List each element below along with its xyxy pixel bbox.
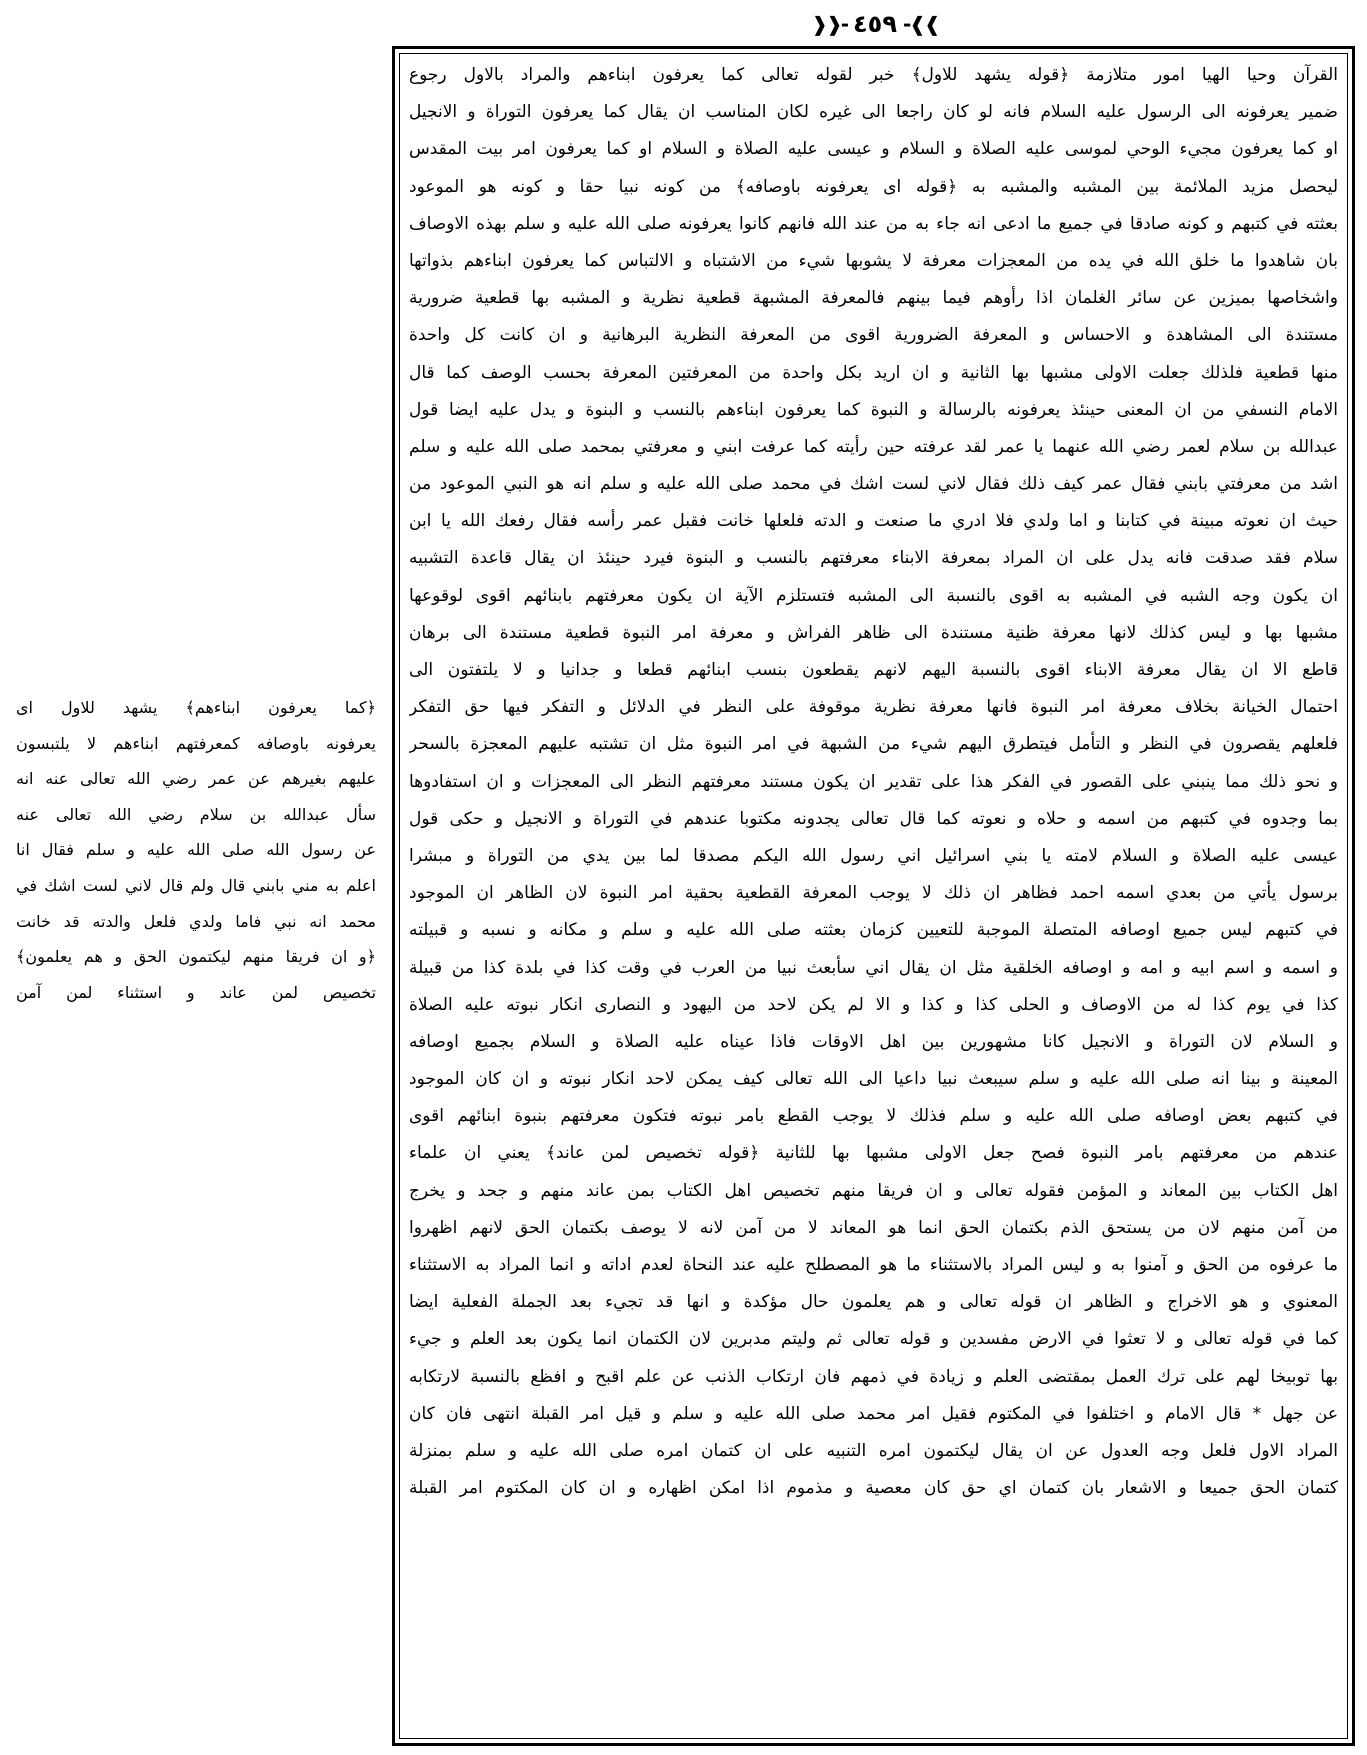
- margin-gloss: [16, 690, 376, 1010]
- main-commentary-text: [409, 57, 1338, 1507]
- text-line: مستندة الى المشاهدة و الاحساس و المعرفة الضرورية اقوى من المعرفة النظرية البرهانية و ان كانت كل واحدة: [409, 325, 1338, 346]
- text-line: ما عرفوه من الحق و آمنوا به و ليس المراد بالاستثناء ما هو المصطلح عليه عند النحاة لعدم اداته و انما المراد به الاستثناء: [409, 1255, 1338, 1275]
- text-line: او كما يعرفون مجيء الوحي لموسى عليه الصلاة و السلام و عيسى عليه الصلاة و السلام او كما يعرفون امر بيت المقدس: [409, 139, 1338, 160]
- text-line: حيث ان نعوته مبينة في كتابنا و اما ولدي فلا ادري ما صنعت و الدته فلعلها خانت فقبل عمر رأسه فقال رفعك الله يا ابن: [409, 511, 1338, 532]
- text-line: واشخاصها بميزين عن سائر الغلمان اذا رأوهم فيما بينهم فالمعرفة المشبهة قطعية نظرية و المشبه بها قطعية ضرورية: [409, 288, 1338, 309]
- text-line: الامام النسفي من ان المعنى حينئذ يعرفونه بالرسالة و النبوة كما يعرفون ابناءهم بالنسب و البنوة و يدل عليه ايضا قول: [409, 399, 1338, 420]
- gloss-line: سأل عبدالله بن سلام رضي الله تعالى عنه: [16, 804, 376, 824]
- text-line: و نحو ذلك مما ينبني على القصور في الفكر هذا على تقدير ان يكون مستند معرفتهم النظر الى المعجزات و ان استفادوها: [409, 771, 1338, 792]
- text-line: المعينة و بينا انه صلى الله عليه و سلم سيبعث نبيا داعيا الى الله تعالى كيف يمكن لاحد انكار نبوته و ان كان الموجود: [409, 1069, 1338, 1090]
- text-line: فلعلهم يقصرون في النظر و التأمل فيتطرق اليهم شيء من الشبهة في امر النبوة مثل ان تشتبه عليهم المعجزة بالسحر: [409, 734, 1338, 755]
- gloss-line: ﴿كما يعرفون ابناءهم﴾ يشهد للاول اى: [16, 698, 376, 717]
- text-line: سلام فقد صدقت فانه يدل على ان المراد بمعرفة الابناء معرفتهم بالنسب و البنوة فيرد حينئذ ان يقال قاعدة التشبيه: [409, 548, 1338, 569]
- text-line: عن جهل * قال الامام و اختلفوا في المكتوم فقيل امر محمد صلى الله عليه و سلم و قيل امر القبلة انتهى فان كان: [409, 1403, 1338, 1424]
- text-line: عبدالله بن سلام لعمر رضي الله عنهما يا عمر لقد عرفته حين رأيته كما عرفت ابني و معرفتي بمحمد صلى الله عليه و سلم: [409, 436, 1338, 457]
- text-line: كذا في يوم كذا له من الاوصاف و الحلى كذا و كذا و الا لم يكن لاحد من اليهود و النصارى انكار نبوته عليه الصلاة: [409, 994, 1338, 1015]
- header-ornament-left: -❰❰: [811, 12, 848, 36]
- text-line: عندهم من معرفتهم بامر النبوة فصح جعل الاولى مشبها بها للثانية ﴿قوله تخصيص لمن عاند﴾ يعني ان علماء: [409, 1143, 1338, 1164]
- gloss-line: تخصيص لمن عاند و استثناء لمن آمن: [16, 982, 376, 1002]
- text-line: احتمال الخيانة بخلاف معرفة امر النبوة فانها معرفة نظرية موقوفة على النظر في الدلائل و التفكر فيها حق التفكر: [409, 697, 1338, 718]
- text-line: برسول يأتي من بعدي اسمه احمد فظاهر ان ذلك لا يوجب المعرفة القطعية بحقية امر النبوة لان الظاهر ان الموجود: [409, 883, 1338, 904]
- text-line: مشبها بها و ليس كذلك لانها معرفة ظنية مستندة الى ظاهر الفراش و معرفة امر النبوة قطعية مستندة الى برهان: [409, 622, 1338, 643]
- text-line: بعثته في كتبهم و كونه صادقا في جميع ما ادعى انه جاء به من عند الله فانهم كانوا يعرفونه صلى الله عليه و سلم بهذه الاوصاف: [409, 213, 1338, 234]
- gloss-line: ﴿و ان فريقا منهم ليكتمون الحق و هم يعلمون﴾: [16, 947, 376, 967]
- text-line: اهل الكتاب بين المعاند و المؤمن فقوله تعالى و ان فريقا منهم تخصيص اهل الكتاب بمن عاند منهم و جحد و يخرج: [409, 1180, 1338, 1201]
- main-text-frame: [392, 46, 1355, 1746]
- text-line: المعنوي و هو الاخراج و الظاهر ان قوله تعالى و هم يعلمون حال مؤكدة و انها قد تجيء بعد الجملة الفعلية ايضا: [409, 1292, 1338, 1313]
- text-line: ليحصل مزيد الملائمة بين المشبه والمشبه به ﴿قوله اى يعرفونه باوصافه﴾ من كونه نبيا حقا و كونه هو الموعود: [409, 176, 1338, 197]
- text-line: بما وجدوه في كتبهم من اسمه و حلاه و نعوته كما قال تعالى يجدونه مكتوبا عندهم في التوراة و الانجيل و حكى قول: [409, 808, 1338, 829]
- text-line: القرآن وحيا الهيا امور متلازمة ﴿قوله يشهد للاول﴾ خبر لقوله تعالى كما يعرفون ابناءهم والمراد بالاول رجوع: [409, 65, 1338, 85]
- text-line: و السلام لان التوراة و الانجيل كانا مشهورين بين اهل الاوقات فاذا عيناه عليه الصلاة و السلام بجميع اوصافه: [409, 1031, 1338, 1052]
- gloss-line: يعرفونه باوصافه كمعرفتهم ابناءهم لا يلتبسون: [16, 733, 376, 753]
- text-line: ضمير يعرفونه الى الرسول عليه السلام فانه لو كان راجعا الى غيره لكان المناسب ان يقال كما يعرفون التوراة و الانجيل: [409, 102, 1338, 123]
- gloss-line: عليهم بغيرهم عن عمر رضي الله تعالى عنه انه: [16, 769, 376, 789]
- text-line: منها قطعية فلذلك جعلت الاولى مشبها بها الثانية و ان اريد بكل واحدة من المعرفتين المعرفة بحسب الوصف كما قال: [409, 362, 1338, 383]
- text-line: في كتبهم ليس جميع اوصافه المتصلة الموجبة للتعيين كزمان بعثته صلى الله عليه و سلم و مكانه و نسبه و قبيلته: [409, 920, 1338, 941]
- text-line: قاطع الا ان يقال معرفة الابناء اقوى بالنسبة اليهم لانهم يقطعون بنسب ابنائهم قطعا و جدانيا و لا يلتفتون الى: [409, 660, 1338, 680]
- text-line: ان يكون وجه الشبه في المشبه به اقوى بالنسبة الى المشبه فتستلزم الآية ان يكون معرفتهم بابنائهم اقوى لوقوعها: [409, 585, 1338, 606]
- text-line: المراد الاول فلعل وجه العدول عن ان يقال ليكتمون امره التنبيه على ان كتمان امره صلى الله عليه و سلم بمنزلة: [409, 1440, 1338, 1461]
- text-line: بان شاهدوا ما خلق الله في يده من المعجزات معرفة لا يشوبها شيء من الاشتباه و الالتباس كما يعرفون ابناءهم بذواتها: [409, 250, 1338, 271]
- gloss-line: محمد انه نبي فاما ولدي فلعل والدته قد خانت: [16, 911, 376, 931]
- text-line: من آمن منهم لان من يستحق الذم بكتمان الحق انما هو المعاند لا من آمن لانه لا يوصف بكتمان الحق لانهم اظهروا: [409, 1217, 1338, 1238]
- header-ornament-right: ❱❱-: [902, 12, 939, 36]
- page-header: [790, 6, 960, 42]
- gloss-line: عن رسول الله صلى الله عليه و سلم فقال انا: [16, 840, 376, 860]
- text-line: عيسى عليه الصلاة و السلام لامته يا بني اسرائيل اني رسول الله اليكم مصدقا لما بين يدي من التوراة و مبشرا: [409, 845, 1338, 866]
- text-line: كتمان الحق جميعا و الاشعار بان كتمان اي حق كان معصية و مذموم اذا امكن اظهاره و ان كان المكتوم امر القبلة: [409, 1478, 1338, 1499]
- text-line: اشد من معرفتي بابني فقال عمر كيف ذلك فقال لاني لست اشك في محمد صلى الله عليه و سلم انه هو النبي الموعود من: [409, 474, 1338, 495]
- page-number: ٤٥٩: [853, 10, 897, 38]
- text-line: بها توبيخا لهم على ترك العمل بمقتضى العلم و زيادة في ذمهم فان ارتكاب الذنب عن علم اقبح و افظع بالنسبة لارتكابه: [409, 1366, 1338, 1387]
- text-line: كما في قوله تعالى و لا تعثوا في الارض مفسدين و قوله تعالى ثم وليتم مدبرين لان الكتمان انما يكون بعد العلم و جيء: [409, 1329, 1338, 1350]
- text-line: و اسمه و اسم ابيه و امه و اوصافه الخلقية مثل ان يقال اني سأبعث نبيا من العرب في وقت كذا في بلدة كذا من قبيلة: [409, 957, 1338, 978]
- text-line: في كتبهم بعض اوصافه صلى الله عليه و سلم فذلك لا يوجب القطع بامر نبوته فتكون معرفتهم بنبوة ابنائهم اقوى: [409, 1106, 1338, 1127]
- gloss-line: اعلم به مني بابني قال ولم قال لاني لست اشك في: [16, 875, 376, 895]
